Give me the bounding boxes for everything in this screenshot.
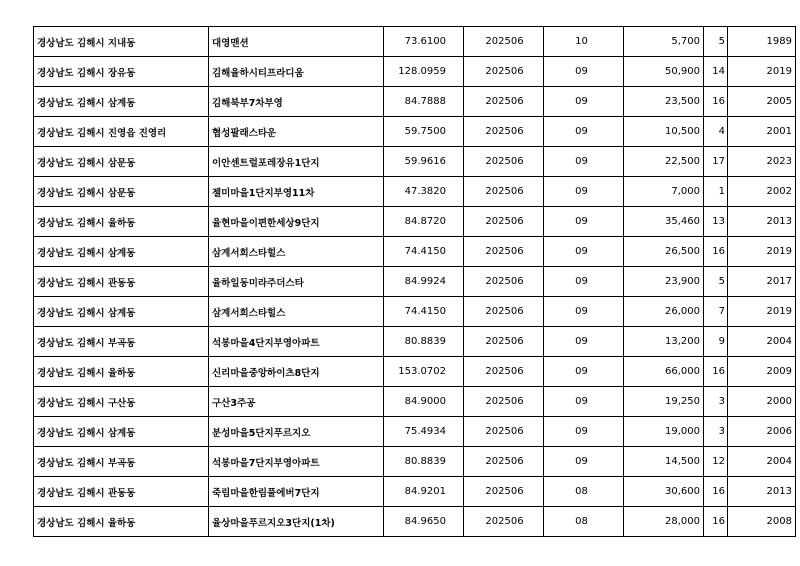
complex-name-cell: 율상마을푸르지오3단지(1차) (209, 507, 384, 537)
build-year-cell: 2004 (728, 447, 796, 477)
area-cell: 74.4150 (384, 237, 464, 267)
price-cell: 35,460 (624, 207, 704, 237)
price-cell: 7,000 (624, 177, 704, 207)
complex-name-cell: 김해북부7차부영 (209, 87, 384, 117)
complex-name-cell: 삼계서희스타힐스 (209, 297, 384, 327)
region-cell: 경상남도 김해시 율하동 (34, 357, 209, 387)
table-row (34, 57, 796, 87)
complex-name-cell: 삼계서희스타힐스 (209, 237, 384, 267)
build-year-cell: 2006 (728, 417, 796, 447)
floor-cell: 3 (704, 417, 728, 447)
region-cell: 경상남도 김해시 부곡동 (34, 447, 209, 477)
build-year-cell: 2023 (728, 147, 796, 177)
region-cell: 경상남도 김해시 삼문동 (34, 147, 209, 177)
complex-name-cell: 젤미마을1단지부영11차 (209, 177, 384, 207)
contract-day-cell: 09 (544, 207, 624, 237)
build-year-cell: 2002 (728, 177, 796, 207)
floor-cell: 9 (704, 327, 728, 357)
contract-yearmonth-cell: 202506 (464, 357, 544, 387)
contract-yearmonth-cell: 202506 (464, 447, 544, 477)
price-cell: 5,700 (624, 27, 704, 57)
price-cell: 30,600 (624, 477, 704, 507)
area-cell: 84.8720 (384, 207, 464, 237)
table-row (34, 27, 796, 57)
area-cell: 47.3820 (384, 177, 464, 207)
contract-yearmonth-cell: 202506 (464, 507, 544, 537)
table-row (34, 387, 796, 417)
region-cell: 경상남도 김해시 지내동 (34, 27, 209, 57)
region-cell: 경상남도 김해시 삼계동 (34, 297, 209, 327)
area-cell: 75.4934 (384, 417, 464, 447)
table-row (34, 507, 796, 537)
build-year-cell: 2019 (728, 57, 796, 87)
contract-yearmonth-cell: 202506 (464, 417, 544, 447)
contract-yearmonth-cell: 202506 (464, 297, 544, 327)
contract-day-cell: 09 (544, 87, 624, 117)
table-row (34, 417, 796, 447)
table-row (34, 87, 796, 117)
floor-cell: 5 (704, 27, 728, 57)
contract-day-cell: 09 (544, 447, 624, 477)
region-cell: 경상남도 김해시 삼문동 (34, 177, 209, 207)
table-row (34, 327, 796, 357)
floor-cell: 16 (704, 87, 728, 117)
complex-name-cell: 분성마을5단지푸르지오 (209, 417, 384, 447)
region-cell: 경상남도 김해시 구산동 (34, 387, 209, 417)
floor-cell: 1 (704, 177, 728, 207)
contract-yearmonth-cell: 202506 (464, 27, 544, 57)
price-cell: 26,000 (624, 297, 704, 327)
price-cell: 28,000 (624, 507, 704, 537)
area-cell: 59.7500 (384, 117, 464, 147)
contract-yearmonth-cell: 202506 (464, 237, 544, 267)
floor-cell: 13 (704, 207, 728, 237)
complex-name-cell: 죽림마을한림풀에버7단지 (209, 477, 384, 507)
area-cell: 80.8839 (384, 327, 464, 357)
contract-yearmonth-cell: 202506 (464, 117, 544, 147)
build-year-cell: 2019 (728, 237, 796, 267)
contract-yearmonth-cell: 202506 (464, 477, 544, 507)
floor-cell: 16 (704, 237, 728, 267)
area-cell: 84.9650 (384, 507, 464, 537)
contract-day-cell: 09 (544, 57, 624, 87)
region-cell: 경상남도 김해시 관동동 (34, 267, 209, 297)
floor-cell: 16 (704, 477, 728, 507)
region-cell: 경상남도 김해시 진영읍 진영리 (34, 117, 209, 147)
table-row (34, 207, 796, 237)
area-cell: 84.9201 (384, 477, 464, 507)
contract-day-cell: 09 (544, 177, 624, 207)
floor-cell: 14 (704, 57, 728, 87)
price-cell: 66,000 (624, 357, 704, 387)
region-cell: 경상남도 김해시 율하동 (34, 507, 209, 537)
floor-cell: 7 (704, 297, 728, 327)
price-cell: 14,500 (624, 447, 704, 477)
build-year-cell: 2009 (728, 357, 796, 387)
complex-name-cell: 석봉마을4단지부영아파트 (209, 327, 384, 357)
contract-yearmonth-cell: 202506 (464, 147, 544, 177)
contract-yearmonth-cell: 202506 (464, 207, 544, 237)
region-cell: 경상남도 김해시 장유동 (34, 57, 209, 87)
area-cell: 74.4150 (384, 297, 464, 327)
price-cell: 26,500 (624, 237, 704, 267)
area-cell: 84.9924 (384, 267, 464, 297)
build-year-cell: 2019 (728, 297, 796, 327)
contract-yearmonth-cell: 202506 (464, 87, 544, 117)
contract-yearmonth-cell: 202506 (464, 387, 544, 417)
contract-day-cell: 09 (544, 147, 624, 177)
area-cell: 73.6100 (384, 27, 464, 57)
contract-yearmonth-cell: 202506 (464, 57, 544, 87)
build-year-cell: 2005 (728, 87, 796, 117)
complex-name-cell: 석봉마을7단지부영아파트 (209, 447, 384, 477)
floor-cell: 17 (704, 147, 728, 177)
table-row (34, 117, 796, 147)
floor-cell: 16 (704, 507, 728, 537)
complex-name-cell: 대영맨션 (209, 27, 384, 57)
build-year-cell: 2004 (728, 327, 796, 357)
complex-name-cell: 김해율하시티프라디움 (209, 57, 384, 87)
contract-day-cell: 08 (544, 477, 624, 507)
build-year-cell: 2001 (728, 117, 796, 147)
complex-name-cell: 율하일동미라주더스타 (209, 267, 384, 297)
region-cell: 경상남도 김해시 삼계동 (34, 237, 209, 267)
complex-name-cell: 신리마을중앙하이츠8단지 (209, 357, 384, 387)
price-cell: 13,200 (624, 327, 704, 357)
transaction-table (33, 26, 796, 537)
area-cell: 153.0702 (384, 357, 464, 387)
area-cell: 80.8839 (384, 447, 464, 477)
region-cell: 경상남도 김해시 율하동 (34, 207, 209, 237)
contract-day-cell: 08 (544, 507, 624, 537)
complex-name-cell: 구산3주공 (209, 387, 384, 417)
contract-day-cell: 09 (544, 357, 624, 387)
contract-day-cell: 09 (544, 267, 624, 297)
build-year-cell: 2000 (728, 387, 796, 417)
table-row (34, 357, 796, 387)
build-year-cell: 1989 (728, 27, 796, 57)
contract-yearmonth-cell: 202506 (464, 327, 544, 357)
region-cell: 경상남도 김해시 부곡동 (34, 327, 209, 357)
floor-cell: 4 (704, 117, 728, 147)
contract-yearmonth-cell: 202506 (464, 177, 544, 207)
price-cell: 50,900 (624, 57, 704, 87)
contract-day-cell: 09 (544, 117, 624, 147)
table-row (34, 177, 796, 207)
price-cell: 22,500 (624, 147, 704, 177)
build-year-cell: 2008 (728, 507, 796, 537)
contract-day-cell: 09 (544, 417, 624, 447)
region-cell: 경상남도 김해시 삼계동 (34, 417, 209, 447)
table-row (34, 447, 796, 477)
build-year-cell: 2017 (728, 267, 796, 297)
table-row (34, 477, 796, 507)
region-cell: 경상남도 김해시 관동동 (34, 477, 209, 507)
contract-day-cell: 09 (544, 327, 624, 357)
area-cell: 59.9616 (384, 147, 464, 177)
region-cell: 경상남도 김해시 삼계동 (34, 87, 209, 117)
area-cell: 84.7888 (384, 87, 464, 117)
complex-name-cell: 협성팔래스타운 (209, 117, 384, 147)
price-cell: 10,500 (624, 117, 704, 147)
table-row (34, 267, 796, 297)
build-year-cell: 2013 (728, 477, 796, 507)
table-body (34, 27, 796, 537)
floor-cell: 3 (704, 387, 728, 417)
price-cell: 23,900 (624, 267, 704, 297)
build-year-cell: 2013 (728, 207, 796, 237)
complex-name-cell: 율현마을이편한세상9단지 (209, 207, 384, 237)
table-row (34, 147, 796, 177)
contract-day-cell: 09 (544, 297, 624, 327)
table-row (34, 237, 796, 267)
area-cell: 128.0959 (384, 57, 464, 87)
contract-day-cell: 09 (544, 387, 624, 417)
floor-cell: 16 (704, 357, 728, 387)
price-cell: 23,500 (624, 87, 704, 117)
price-cell: 19,250 (624, 387, 704, 417)
contract-yearmonth-cell: 202506 (464, 267, 544, 297)
contract-day-cell: 10 (544, 27, 624, 57)
contract-day-cell: 09 (544, 237, 624, 267)
floor-cell: 12 (704, 447, 728, 477)
area-cell: 84.9000 (384, 387, 464, 417)
price-cell: 19,000 (624, 417, 704, 447)
table-row (34, 297, 796, 327)
complex-name-cell: 이안센트럴포레장유1단지 (209, 147, 384, 177)
floor-cell: 5 (704, 267, 728, 297)
